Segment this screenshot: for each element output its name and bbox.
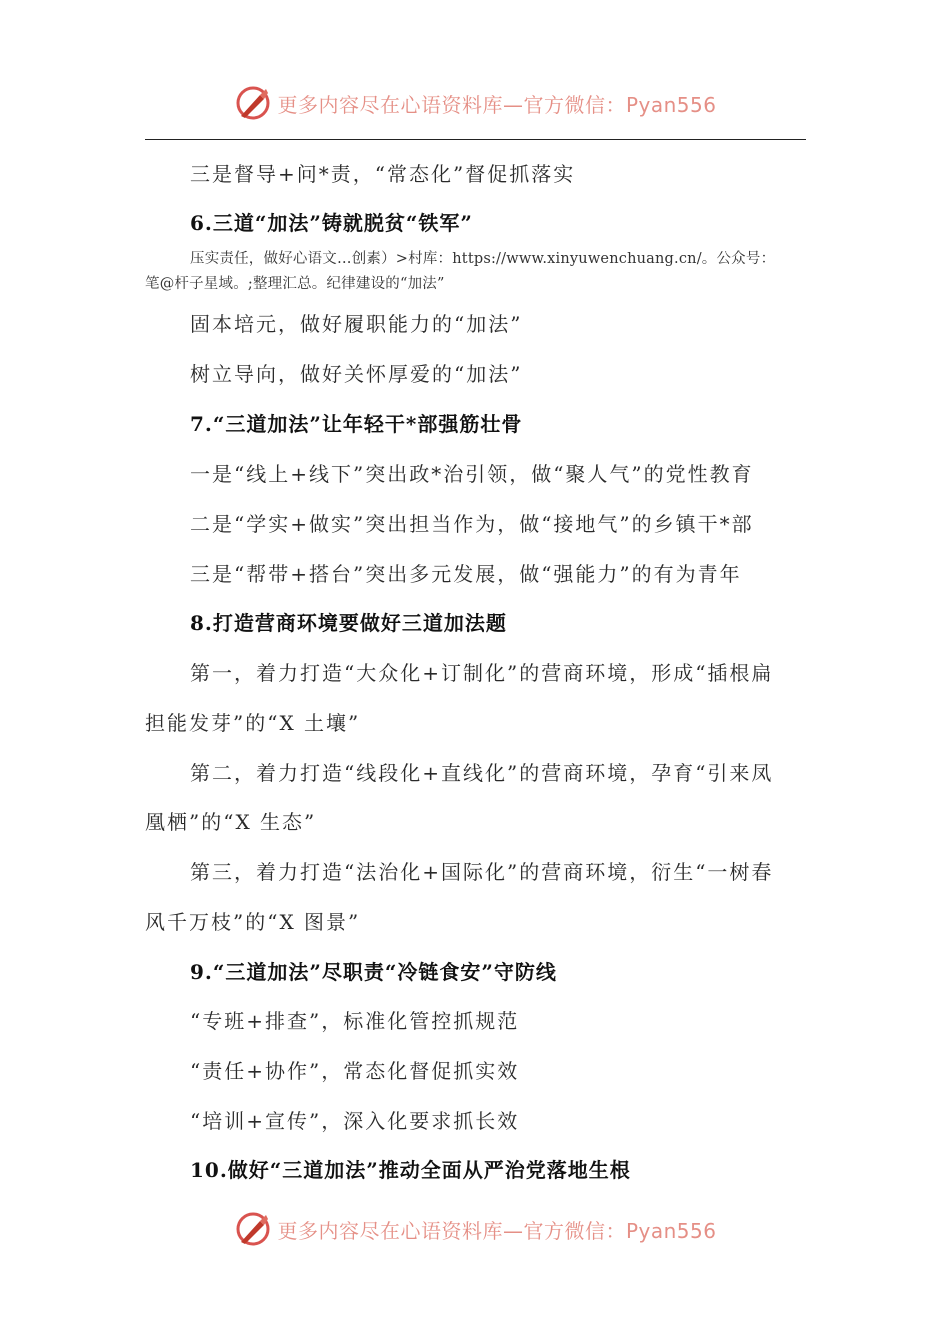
footer-banner [0,1204,950,1254]
body-line: 二是“学实+做实”突出担当作为，做“接地气”的乡镇干*部 [190,512,754,536]
section-heading-6: 6.三道“加法”铸就脱贫“铁军” [190,211,473,235]
section-heading-10: 10.做好“三道加法”推动全面从严治党落地生根 [190,1158,631,1182]
source-note-line: 笔@杆子星域。;整理汇总。纪律建设的“加法” [145,276,445,292]
body-line: “责任+协作”，常态化督促抓实效 [190,1059,520,1083]
paragraph-line: 风千万枝”的“X 图景” [145,910,361,934]
banner-text: 更多内容尽在心语资料库—官方微信：Pyan556 [277,1218,717,1243]
pen-nib-logo-icon [233,83,273,123]
pen-nib-logo-icon [233,1209,273,1249]
paragraph-line: 第三，着力打造“法治化+国际化”的营商环境，衍生“一树春 [190,860,774,884]
section-heading-7: 7.“三道加法”让年轻干*部强筋壮骨 [190,412,523,436]
banner-text: 更多内容尽在心语资料库—官方微信：Pyan556 [277,92,717,117]
header-divider [145,139,806,140]
paragraph-line: 第二，着力打造“线段化+直线化”的营商环境，孕育“引来凤 [190,761,774,785]
body-line: 三是督导+问*责，“常态化”督促抓落实 [190,162,576,186]
body-line: 固本培元，做好履职能力的“加法” [190,312,523,336]
body-line: 树立导向，做好关怀厚爱的“加法” [190,362,523,386]
header-banner [0,78,950,128]
body-line: “专班+排查”，标准化管控抓规范 [190,1009,520,1033]
body-line: 一是“线上+线下”突出政*治引领，做“聚人气”的党性教育 [190,462,754,486]
paragraph-line: 凰栖”的“X 生态” [145,810,317,834]
section-heading-8: 8.打造营商环境要做好三道加法题 [190,611,507,635]
body-line: “培训+宣传”，深入化要求抓长效 [190,1109,520,1133]
body-line: 三是“帮带+搭台”突出多元发展，做“强能力”的有为青年 [190,562,742,586]
paragraph-line: 第一，着力打造“大众化+订制化”的营商环境，形成“插根扁 [190,661,774,685]
source-note-line: 压实责任，做好心语文…创素）>村库：https://www.xinyuwenchuang.cn/。公众号： [190,251,776,267]
paragraph-line: 担能发芽”的“X 土壤” [145,711,361,735]
section-heading-9: 9.“三道加法”尽职责“冷链食安”守防线 [190,960,557,984]
